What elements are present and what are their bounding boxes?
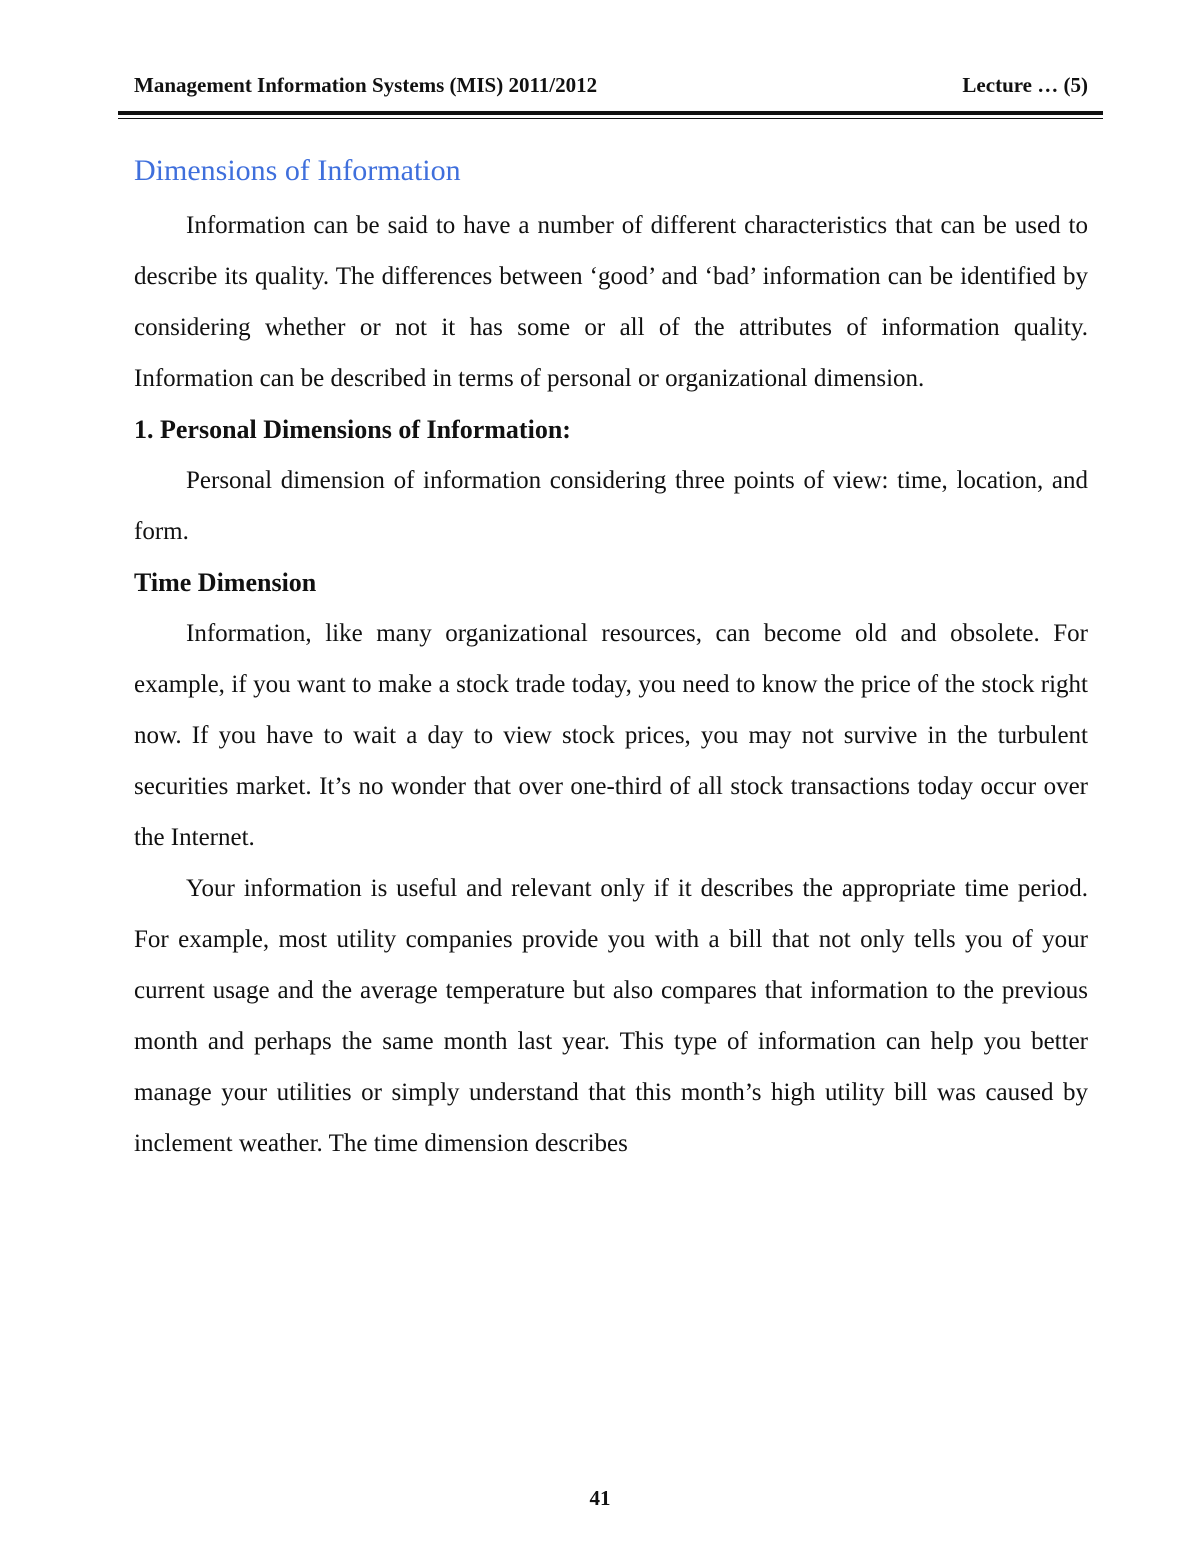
header-lecture-number: Lecture … (5) [962, 73, 1088, 97]
intro-paragraph: Information can be said to have a number of different characteristics that can be used to describe its quality. The differences between ‘good’ and ‘bad’ information can be identified by considering whether or not it has some or all of the attributes of information quality. Information can be described in terms of personal or organizational dimension. [134, 212, 1088, 392]
time-dimension-paragraph-2: Your information is useful and relevant only if it describes the appropriate time period. For example, most utility companies provide you with a bill that not only tells you of your current usage and the average temperature but also compares that information to the previous month and perhaps the same month last year. This type of information can help you better manage your utilities or simply understand that this month’s high utility bill was caused by inclement weather. The time dimension describes [134, 875, 1088, 1157]
header-rule-thin [118, 118, 1103, 119]
personal-dimensions-paragraph: Personal dimension of information considering three points of view: time, location, and form. [134, 467, 1088, 545]
header-rule-thick [118, 111, 1103, 115]
page-title: Dimensions of Information [134, 154, 461, 187]
time-dimension-paragraph-1: Information, like many organizational resources, can become old and obsolete. For example, if you want to make a stock trade today, you need to know the price of the stock right now. If you have to wait a day to view stock prices, you may not survive in the turbulent securities market. It’s no wonder that over one-third of all stock transactions today occur over the Internet. [134, 620, 1088, 851]
page-header [134, 70, 1088, 100]
section-heading-time-dimension: Time Dimension [134, 568, 317, 597]
page-content [134, 150, 1088, 1169]
page-number: 41 [589, 1486, 611, 1510]
header-course-title: Management Information Systems (MIS) 2011/2012 [134, 73, 598, 97]
section-heading-personal-dimensions: 1. Personal Dimensions of Information: [134, 415, 571, 444]
